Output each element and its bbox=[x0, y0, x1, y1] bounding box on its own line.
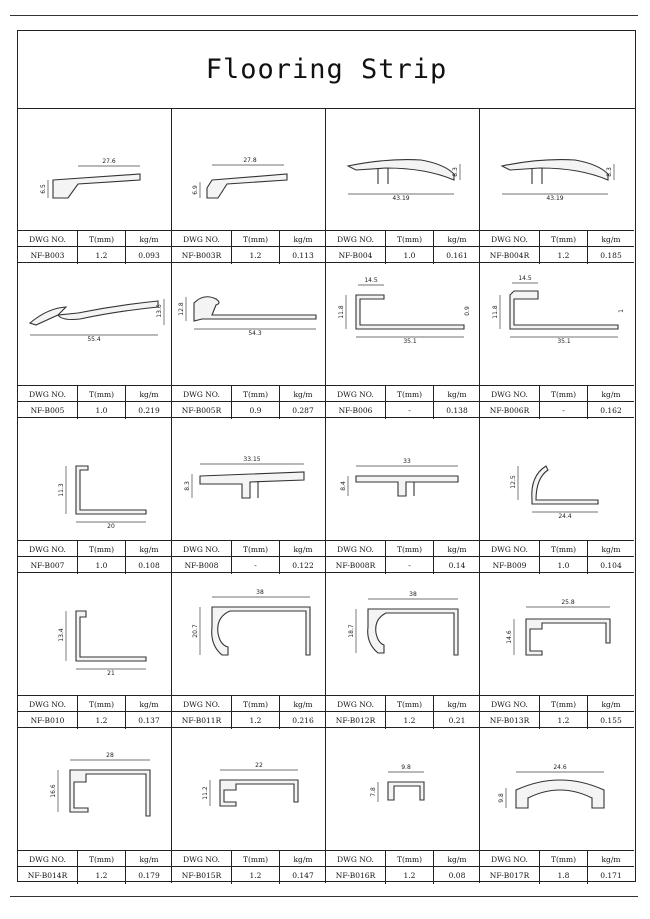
profile-svg bbox=[18, 418, 172, 540]
spec-value-row bbox=[18, 711, 172, 729]
spec-header-row bbox=[326, 385, 480, 402]
spec-header-row bbox=[480, 230, 634, 247]
profile-svg bbox=[18, 573, 172, 695]
dimension-label: 1 bbox=[618, 309, 625, 313]
profile-drawing bbox=[326, 108, 480, 230]
dimension-label: 11.3 bbox=[58, 483, 65, 497]
spec-table bbox=[172, 540, 326, 573]
dwg-number: NF-B015R bbox=[172, 867, 232, 884]
spec-value-row bbox=[326, 246, 480, 264]
profile-svg bbox=[326, 108, 480, 230]
thickness-value: - bbox=[386, 402, 434, 419]
thickness-value: - bbox=[386, 557, 434, 574]
profile-drawing bbox=[480, 418, 634, 540]
header-weight: kg/m bbox=[601, 699, 621, 709]
spec-header-row bbox=[18, 540, 172, 557]
profile-drawing bbox=[172, 263, 326, 385]
header-weight: kg/m bbox=[447, 544, 467, 554]
header-thickness: T(mm) bbox=[386, 231, 434, 247]
spec-header-row bbox=[480, 695, 634, 712]
spec-value-row bbox=[172, 401, 326, 419]
thickness-value: 1.8 bbox=[540, 867, 588, 884]
profile-svg bbox=[172, 573, 326, 695]
header-thickness: T(mm) bbox=[232, 696, 280, 712]
dwg-number: NF-B016R bbox=[326, 867, 386, 884]
profile-drawing bbox=[326, 418, 480, 540]
dimension-label: 8.3 bbox=[184, 481, 191, 491]
spec-value-row bbox=[18, 556, 172, 574]
profile-drawing bbox=[18, 108, 172, 230]
weight-value: 0.171 bbox=[600, 871, 622, 880]
thickness-value: 0.9 bbox=[232, 402, 280, 419]
spec-table bbox=[18, 385, 172, 418]
dwg-number: NF-B010 bbox=[18, 712, 78, 729]
spec-table bbox=[480, 540, 634, 573]
product-grid bbox=[18, 108, 634, 883]
product-cell bbox=[18, 263, 172, 418]
spec-table bbox=[326, 850, 480, 883]
dimension-label: 33.15 bbox=[243, 456, 261, 463]
dwg-number: NF-B012R bbox=[326, 712, 386, 729]
weight-value: 0.219 bbox=[138, 406, 160, 415]
thickness-value: 1.2 bbox=[540, 712, 588, 729]
spec-header-row bbox=[172, 385, 326, 402]
product-cell bbox=[480, 418, 634, 573]
spec-header-row bbox=[326, 850, 480, 867]
header-weight: kg/m bbox=[601, 234, 621, 244]
dimension-label: 14.5 bbox=[364, 277, 378, 284]
product-row bbox=[18, 263, 634, 418]
header-thickness: T(mm) bbox=[232, 231, 280, 247]
weight-value: 0.155 bbox=[600, 716, 622, 725]
header-thickness: T(mm) bbox=[540, 851, 588, 867]
spec-value-row bbox=[480, 556, 634, 574]
thickness-value: 1.2 bbox=[386, 867, 434, 884]
profile-svg bbox=[326, 263, 480, 385]
dimension-label: 13.6 bbox=[156, 304, 163, 318]
product-cell bbox=[18, 573, 172, 728]
product-cell bbox=[326, 263, 480, 418]
dimension-label: 16.6 bbox=[50, 784, 57, 798]
dimension-label: 28 bbox=[106, 752, 114, 759]
dimension-label: 38 bbox=[409, 591, 417, 598]
weight-value: 0.08 bbox=[448, 871, 466, 880]
dimension-label: 22 bbox=[255, 762, 263, 769]
profile-svg bbox=[172, 728, 326, 850]
weight-value: 0.137 bbox=[138, 716, 160, 725]
header-weight: kg/m bbox=[139, 234, 159, 244]
profile-svg bbox=[18, 728, 172, 850]
profile-drawing bbox=[480, 728, 634, 850]
page-title: Flooring Strip bbox=[18, 31, 635, 109]
header-thickness: T(mm) bbox=[386, 386, 434, 402]
header-thickness: T(mm) bbox=[232, 541, 280, 557]
dimension-label: 35.1 bbox=[557, 338, 571, 345]
spec-table bbox=[18, 850, 172, 883]
product-cell bbox=[172, 418, 326, 573]
product-row bbox=[18, 573, 634, 728]
dimension-label: 12.5 bbox=[510, 475, 517, 489]
header-thickness: T(mm) bbox=[540, 696, 588, 712]
header-thickness: T(mm) bbox=[78, 231, 126, 247]
product-cell bbox=[326, 418, 480, 573]
profile-svg bbox=[326, 728, 480, 850]
weight-value: 0.179 bbox=[138, 871, 160, 880]
spec-table bbox=[18, 695, 172, 728]
thickness-value: 1.0 bbox=[540, 557, 588, 574]
dwg-number: NF-B008R bbox=[326, 557, 386, 574]
header-dwg: DWG NO. bbox=[172, 541, 232, 557]
dimension-label: 20 bbox=[107, 523, 115, 530]
thickness-value: 1.2 bbox=[386, 712, 434, 729]
product-cell bbox=[18, 728, 172, 883]
dwg-number: NF-B006R bbox=[480, 402, 540, 419]
dimension-label: 24.6 bbox=[553, 764, 567, 771]
dwg-number: NF-B011R bbox=[172, 712, 232, 729]
dimension-label: 6.9 bbox=[192, 185, 199, 195]
header-thickness: T(mm) bbox=[78, 386, 126, 402]
profile-drawing bbox=[172, 418, 326, 540]
spec-table bbox=[326, 230, 480, 263]
dimension-label: 11.8 bbox=[338, 305, 345, 319]
top-rule bbox=[10, 15, 638, 16]
product-row bbox=[18, 418, 634, 573]
header-weight: kg/m bbox=[601, 544, 621, 554]
dimension-label: 13.4 bbox=[58, 628, 65, 642]
spec-value-row bbox=[480, 866, 634, 884]
dimension-label: 0.9 bbox=[464, 306, 471, 316]
thickness-value: 1.2 bbox=[78, 867, 126, 884]
spec-value-row bbox=[172, 711, 326, 729]
spec-table bbox=[480, 385, 634, 418]
spec-value-row bbox=[172, 556, 326, 574]
header-weight: kg/m bbox=[139, 544, 159, 554]
dimension-label: 33 bbox=[403, 458, 411, 465]
dimension-label: 24.4 bbox=[558, 513, 572, 520]
profile-svg bbox=[480, 263, 634, 385]
spec-value-row bbox=[480, 401, 634, 419]
product-cell bbox=[18, 418, 172, 573]
spec-value-row bbox=[326, 556, 480, 574]
header-thickness: T(mm) bbox=[232, 386, 280, 402]
header-thickness: T(mm) bbox=[78, 541, 126, 557]
profile-drawing bbox=[326, 263, 480, 385]
dimension-label: 43.19 bbox=[546, 195, 564, 202]
header-dwg: DWG NO. bbox=[326, 541, 386, 557]
spec-header-row bbox=[480, 385, 634, 402]
weight-value: 0.138 bbox=[446, 406, 468, 415]
spec-header-row bbox=[18, 385, 172, 402]
dwg-number: NF-B013R bbox=[480, 712, 540, 729]
dwg-number: NF-B005 bbox=[18, 402, 78, 419]
thickness-value: 1.0 bbox=[78, 402, 126, 419]
weight-value: 0.113 bbox=[292, 251, 314, 260]
profile-drawing bbox=[480, 573, 634, 695]
dimension-label: 55.4 bbox=[87, 336, 101, 343]
spec-table bbox=[172, 385, 326, 418]
header-dwg: DWG NO. bbox=[172, 696, 232, 712]
dwg-number: NF-B004 bbox=[326, 247, 386, 264]
header-weight: kg/m bbox=[293, 544, 313, 554]
product-cell bbox=[326, 108, 480, 263]
profile-svg bbox=[326, 573, 480, 695]
dwg-number: NF-B017R bbox=[480, 867, 540, 884]
profile-drawing bbox=[18, 418, 172, 540]
dimension-label: 21 bbox=[107, 670, 115, 677]
header-weight: kg/m bbox=[293, 699, 313, 709]
header-weight: kg/m bbox=[139, 389, 159, 399]
header-weight: kg/m bbox=[447, 234, 467, 244]
dimension-label: 35.1 bbox=[403, 338, 417, 345]
header-weight: kg/m bbox=[139, 699, 159, 709]
weight-value: 0.14 bbox=[448, 561, 466, 570]
thickness-value: 1.2 bbox=[232, 247, 280, 264]
profile-drawing bbox=[172, 728, 326, 850]
weight-value: 0.108 bbox=[138, 561, 160, 570]
header-dwg: DWG NO. bbox=[480, 851, 540, 867]
spec-value-row bbox=[326, 866, 480, 884]
profile-svg bbox=[480, 573, 634, 695]
profile-svg bbox=[172, 418, 326, 540]
spec-value-row bbox=[18, 246, 172, 264]
spec-table bbox=[18, 230, 172, 263]
header-weight: kg/m bbox=[293, 389, 313, 399]
dimension-label: 11.8 bbox=[492, 305, 499, 319]
header-weight: kg/m bbox=[601, 854, 621, 864]
profile-svg bbox=[480, 108, 634, 230]
header-dwg: DWG NO. bbox=[18, 541, 78, 557]
dimension-label: 14.6 bbox=[506, 630, 513, 644]
profile-svg bbox=[18, 108, 172, 230]
header-dwg: DWG NO. bbox=[480, 231, 540, 247]
spec-table bbox=[480, 695, 634, 728]
header-dwg: DWG NO. bbox=[480, 386, 540, 402]
weight-value: 0.161 bbox=[446, 251, 468, 260]
dimension-label: 20.7 bbox=[192, 624, 199, 638]
header-dwg: DWG NO. bbox=[326, 231, 386, 247]
header-dwg: DWG NO. bbox=[172, 851, 232, 867]
profile-drawing bbox=[172, 108, 326, 230]
dimension-label: 7.8 bbox=[370, 787, 377, 797]
profile-drawing bbox=[18, 263, 172, 385]
dimension-label: 18.7 bbox=[348, 624, 355, 638]
spec-value-row bbox=[326, 711, 480, 729]
spec-header-row bbox=[480, 540, 634, 557]
dimension-label: 14.5 bbox=[518, 275, 532, 282]
thickness-value: 1.0 bbox=[386, 247, 434, 264]
dimension-label: 38 bbox=[256, 589, 264, 596]
header-thickness: T(mm) bbox=[386, 696, 434, 712]
dwg-number: NF-B014R bbox=[18, 867, 78, 884]
weight-value: 0.162 bbox=[600, 406, 622, 415]
spec-table bbox=[326, 695, 480, 728]
thickness-value: - bbox=[232, 557, 280, 574]
spec-table bbox=[172, 850, 326, 883]
dimension-label: 8.3 bbox=[606, 167, 613, 177]
weight-value: 0.104 bbox=[600, 561, 622, 570]
profile-svg bbox=[326, 418, 480, 540]
spec-table bbox=[326, 385, 480, 418]
spec-value-row bbox=[172, 866, 326, 884]
header-weight: kg/m bbox=[139, 854, 159, 864]
profile-svg bbox=[480, 728, 634, 850]
header-dwg: DWG NO. bbox=[18, 851, 78, 867]
spec-table bbox=[172, 695, 326, 728]
product-cell bbox=[172, 573, 326, 728]
product-row bbox=[18, 728, 634, 883]
weight-value: 0.122 bbox=[292, 561, 314, 570]
product-cell bbox=[172, 108, 326, 263]
spec-value-row bbox=[326, 401, 480, 419]
header-weight: kg/m bbox=[447, 854, 467, 864]
thickness-value: 1.2 bbox=[78, 247, 126, 264]
profile-svg bbox=[172, 108, 326, 230]
spec-value-row bbox=[480, 711, 634, 729]
header-dwg: DWG NO. bbox=[326, 386, 386, 402]
header-dwg: DWG NO. bbox=[18, 231, 78, 247]
product-cell bbox=[480, 108, 634, 263]
header-dwg: DWG NO. bbox=[480, 541, 540, 557]
header-dwg: DWG NO. bbox=[18, 696, 78, 712]
profile-drawing bbox=[326, 728, 480, 850]
spec-value-row bbox=[480, 246, 634, 264]
thickness-value: 1.2 bbox=[232, 867, 280, 884]
dimension-label: 27.6 bbox=[102, 158, 116, 165]
dimension-label: 8.4 bbox=[340, 481, 347, 491]
dimension-label: 12.8 bbox=[178, 302, 185, 316]
spec-header-row bbox=[172, 850, 326, 867]
header-thickness: T(mm) bbox=[540, 541, 588, 557]
weight-value: 0.093 bbox=[138, 251, 160, 260]
dimension-label: 8.3 bbox=[452, 167, 459, 177]
header-dwg: DWG NO. bbox=[172, 231, 232, 247]
thickness-value: 1.0 bbox=[78, 557, 126, 574]
product-cell bbox=[480, 263, 634, 418]
header-thickness: T(mm) bbox=[386, 851, 434, 867]
header-weight: kg/m bbox=[447, 699, 467, 709]
dimension-label: 43.19 bbox=[392, 195, 410, 202]
header-weight: kg/m bbox=[293, 854, 313, 864]
profile-drawing bbox=[480, 108, 634, 230]
spec-header-row bbox=[18, 695, 172, 712]
dimension-label: 9.8 bbox=[498, 793, 505, 803]
product-cell bbox=[172, 728, 326, 883]
spec-header-row bbox=[326, 540, 480, 557]
dimension-label: 27.8 bbox=[243, 157, 257, 164]
spec-header-row bbox=[480, 850, 634, 867]
product-cell bbox=[480, 728, 634, 883]
spec-header-row bbox=[326, 695, 480, 712]
weight-value: 0.287 bbox=[292, 406, 314, 415]
weight-value: 0.21 bbox=[448, 716, 466, 725]
product-cell bbox=[326, 728, 480, 883]
dwg-number: NF-B008 bbox=[172, 557, 232, 574]
spec-header-row bbox=[172, 695, 326, 712]
product-cell bbox=[480, 573, 634, 728]
header-thickness: T(mm) bbox=[540, 386, 588, 402]
spec-header-row bbox=[172, 540, 326, 557]
spec-table bbox=[18, 540, 172, 573]
spec-table bbox=[326, 540, 480, 573]
header-dwg: DWG NO. bbox=[326, 696, 386, 712]
dimension-label: 6.5 bbox=[40, 184, 47, 194]
bottom-rule bbox=[10, 896, 638, 897]
spec-header-row bbox=[18, 230, 172, 247]
header-thickness: T(mm) bbox=[232, 851, 280, 867]
spec-header-row bbox=[172, 230, 326, 247]
catalog-sheet bbox=[17, 30, 636, 882]
header-dwg: DWG NO. bbox=[326, 851, 386, 867]
weight-value: 0.216 bbox=[292, 716, 314, 725]
profile-svg bbox=[172, 263, 326, 385]
header-thickness: T(mm) bbox=[540, 231, 588, 247]
header-dwg: DWG NO. bbox=[18, 386, 78, 402]
dwg-number: NF-B009 bbox=[480, 557, 540, 574]
spec-table bbox=[172, 230, 326, 263]
dwg-number: NF-B003 bbox=[18, 247, 78, 264]
thickness-value: 1.2 bbox=[232, 712, 280, 729]
dwg-number: NF-B005R bbox=[172, 402, 232, 419]
profile-drawing bbox=[18, 573, 172, 695]
spec-header-row bbox=[326, 230, 480, 247]
header-thickness: T(mm) bbox=[386, 541, 434, 557]
thickness-value: - bbox=[540, 402, 588, 419]
profile-drawing bbox=[18, 728, 172, 850]
header-thickness: T(mm) bbox=[78, 696, 126, 712]
profile-drawing bbox=[480, 263, 634, 385]
dwg-number: NF-B006 bbox=[326, 402, 386, 419]
product-cell bbox=[172, 263, 326, 418]
spec-table bbox=[480, 850, 634, 883]
profile-drawing bbox=[326, 573, 480, 695]
dwg-number: NF-B004R bbox=[480, 247, 540, 264]
dimension-label: 25.8 bbox=[561, 599, 575, 606]
profile-drawing bbox=[172, 573, 326, 695]
product-row bbox=[18, 108, 634, 263]
header-dwg: DWG NO. bbox=[172, 386, 232, 402]
spec-value-row bbox=[18, 866, 172, 884]
profile-svg bbox=[18, 263, 172, 385]
dimension-label: 54.3 bbox=[248, 330, 262, 337]
product-cell bbox=[18, 108, 172, 263]
product-cell bbox=[326, 573, 480, 728]
weight-value: 0.185 bbox=[600, 251, 622, 260]
header-dwg: DWG NO. bbox=[480, 696, 540, 712]
header-weight: kg/m bbox=[447, 389, 467, 399]
thickness-value: 1.2 bbox=[78, 712, 126, 729]
spec-table bbox=[480, 230, 634, 263]
spec-value-row bbox=[18, 401, 172, 419]
dwg-number: NF-B003R bbox=[172, 247, 232, 264]
dimension-label: 11.2 bbox=[202, 786, 209, 800]
spec-header-row bbox=[18, 850, 172, 867]
profile-svg bbox=[480, 418, 634, 540]
dimension-label: 9.8 bbox=[401, 764, 411, 771]
header-thickness: T(mm) bbox=[78, 851, 126, 867]
spec-value-row bbox=[172, 246, 326, 264]
header-weight: kg/m bbox=[601, 389, 621, 399]
thickness-value: 1.2 bbox=[540, 247, 588, 264]
dwg-number: NF-B007 bbox=[18, 557, 78, 574]
header-weight: kg/m bbox=[293, 234, 313, 244]
weight-value: 0.147 bbox=[292, 871, 314, 880]
